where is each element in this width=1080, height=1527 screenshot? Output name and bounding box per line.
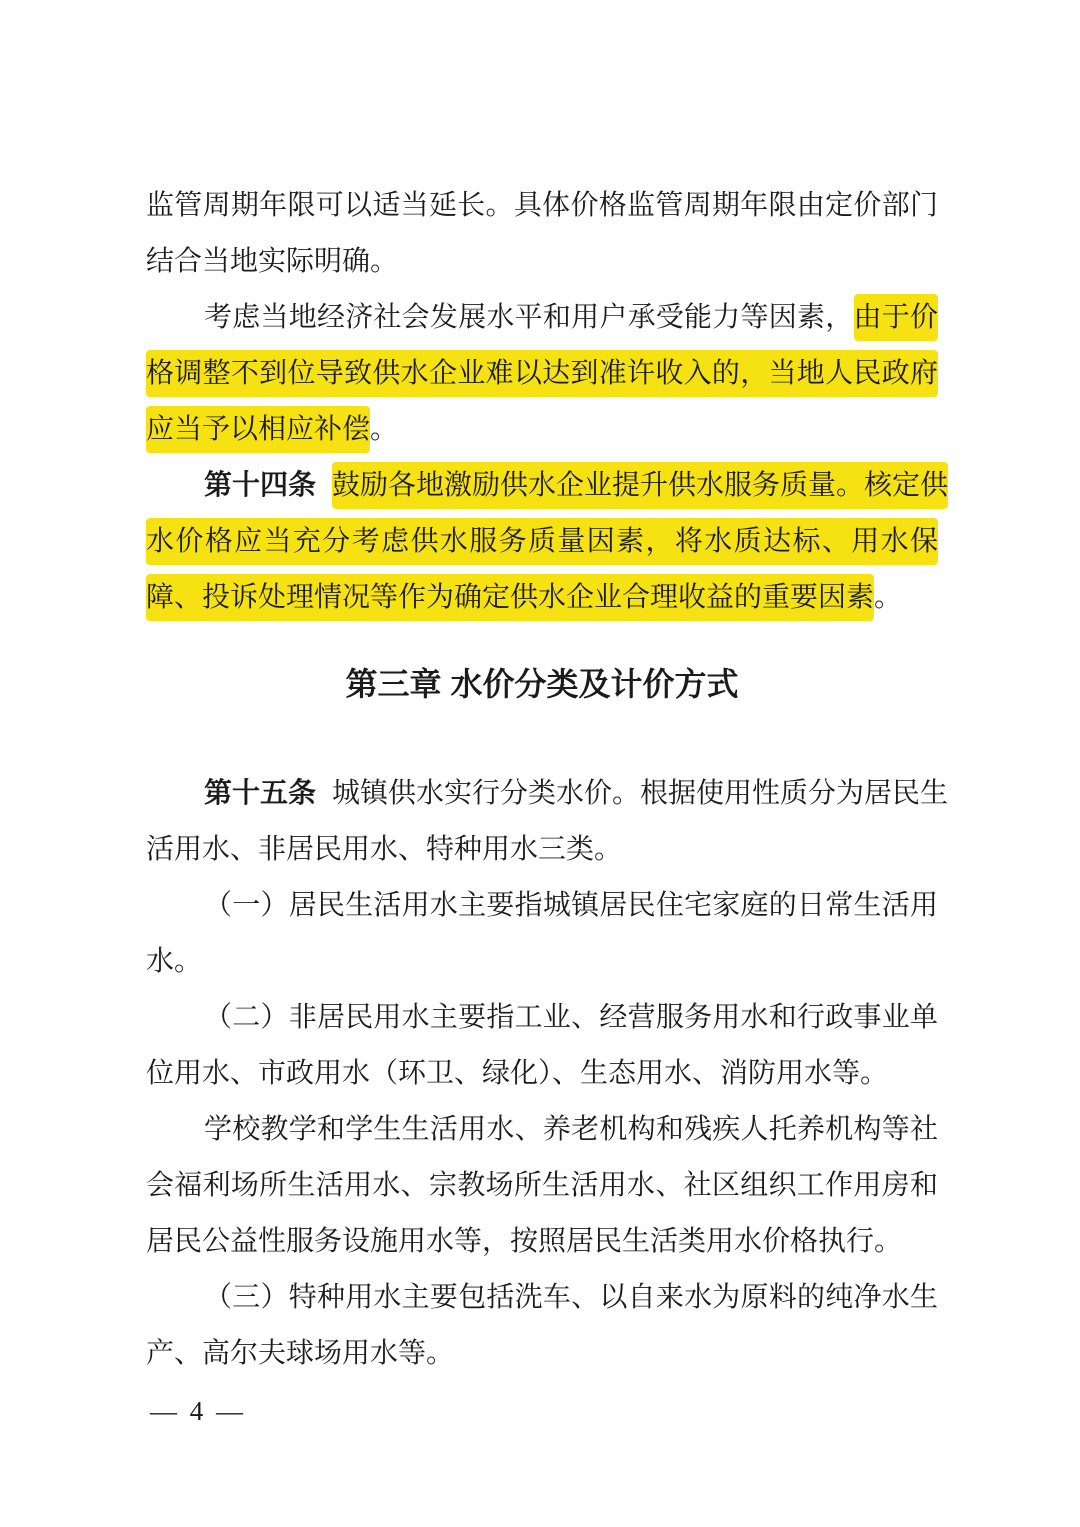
document-line bbox=[146, 234, 938, 290]
document-line bbox=[146, 990, 938, 1046]
chapter-heading: 第三章 水价分类及计价方式 bbox=[345, 666, 739, 702]
line-text: （三）特种用水主要包括洗车、以自来水为原料的纯净水生 bbox=[204, 1282, 938, 1313]
document-line bbox=[146, 178, 938, 234]
document-line bbox=[146, 1046, 938, 1102]
document-line bbox=[146, 458, 949, 514]
line-text: 。 bbox=[370, 414, 399, 445]
document-line bbox=[146, 934, 938, 990]
page-number: — 4 — bbox=[150, 1396, 246, 1426]
line-text: 结合当地实际明确。 bbox=[146, 246, 399, 277]
document-line bbox=[146, 290, 938, 346]
highlighted-text: 鼓励各地激励供水企业提升供水服务质量。核定供 bbox=[332, 462, 948, 509]
line-text: 考虑当地经济社会发展水平和用户承受能力等因素， bbox=[204, 302, 854, 333]
article-number: 第十四条 bbox=[204, 470, 317, 501]
document-line bbox=[146, 1270, 938, 1326]
highlighted-text: 格调整不到位导致供水企业难以达到准许收入的，当地人民政府 bbox=[146, 350, 938, 397]
document-line bbox=[146, 1326, 938, 1382]
highlighted-text: 由于价 bbox=[854, 294, 938, 341]
document-line bbox=[146, 822, 938, 878]
line-text: 会福利场所生活用水、宗教场所生活用水、社区组织工作用房和 bbox=[146, 1170, 938, 1201]
line-text: 水。 bbox=[146, 946, 203, 977]
document-line bbox=[146, 878, 938, 934]
highlighted-text: 应当予以相应补偿 bbox=[146, 406, 370, 453]
document-line bbox=[146, 766, 949, 822]
line-text: 居民公益性服务设施用水等，按照居民生活类用水价格执行。 bbox=[146, 1226, 903, 1257]
document-line bbox=[146, 1214, 938, 1270]
document-line bbox=[146, 570, 938, 626]
line-text: 监管周期年限可以适当延长。具体价格监管周期年限由定价部门 bbox=[146, 190, 938, 221]
document-line bbox=[146, 1158, 938, 1214]
line-text: 活用水、非居民用水、特种用水三类。 bbox=[146, 834, 623, 865]
highlighted-text: 障、投诉处理情况等作为确定供水企业合理收益的重要因素 bbox=[146, 574, 874, 621]
highlighted-text: 水价格应当充分考虑供水服务质量因素，将水质达标、用水保 bbox=[146, 518, 938, 565]
line-text: 城镇供水实行分类水价。根据使用性质分为居民生 bbox=[332, 778, 949, 809]
line-text: 。 bbox=[874, 582, 903, 613]
document-line bbox=[146, 402, 938, 458]
document-line bbox=[146, 1102, 938, 1158]
line-text: 学校教学和学生生活用水、养老机构和残疾人托养机构等社 bbox=[204, 1114, 938, 1145]
document-line bbox=[146, 514, 938, 570]
document-line bbox=[146, 346, 938, 402]
line-text: （一）居民生活用水主要指城镇居民住宅家庭的日常生活用 bbox=[204, 890, 938, 921]
line-text: （二）非居民用水主要指工业、经营服务用水和行政事业单 bbox=[204, 1002, 938, 1033]
line-text: 位用水、市政用水（环卫、绿化）、生态用水、消防用水等。 bbox=[146, 1058, 889, 1089]
article-number: 第十五条 bbox=[204, 778, 317, 809]
line-text: 产、高尔夫球场用水等。 bbox=[146, 1338, 455, 1369]
